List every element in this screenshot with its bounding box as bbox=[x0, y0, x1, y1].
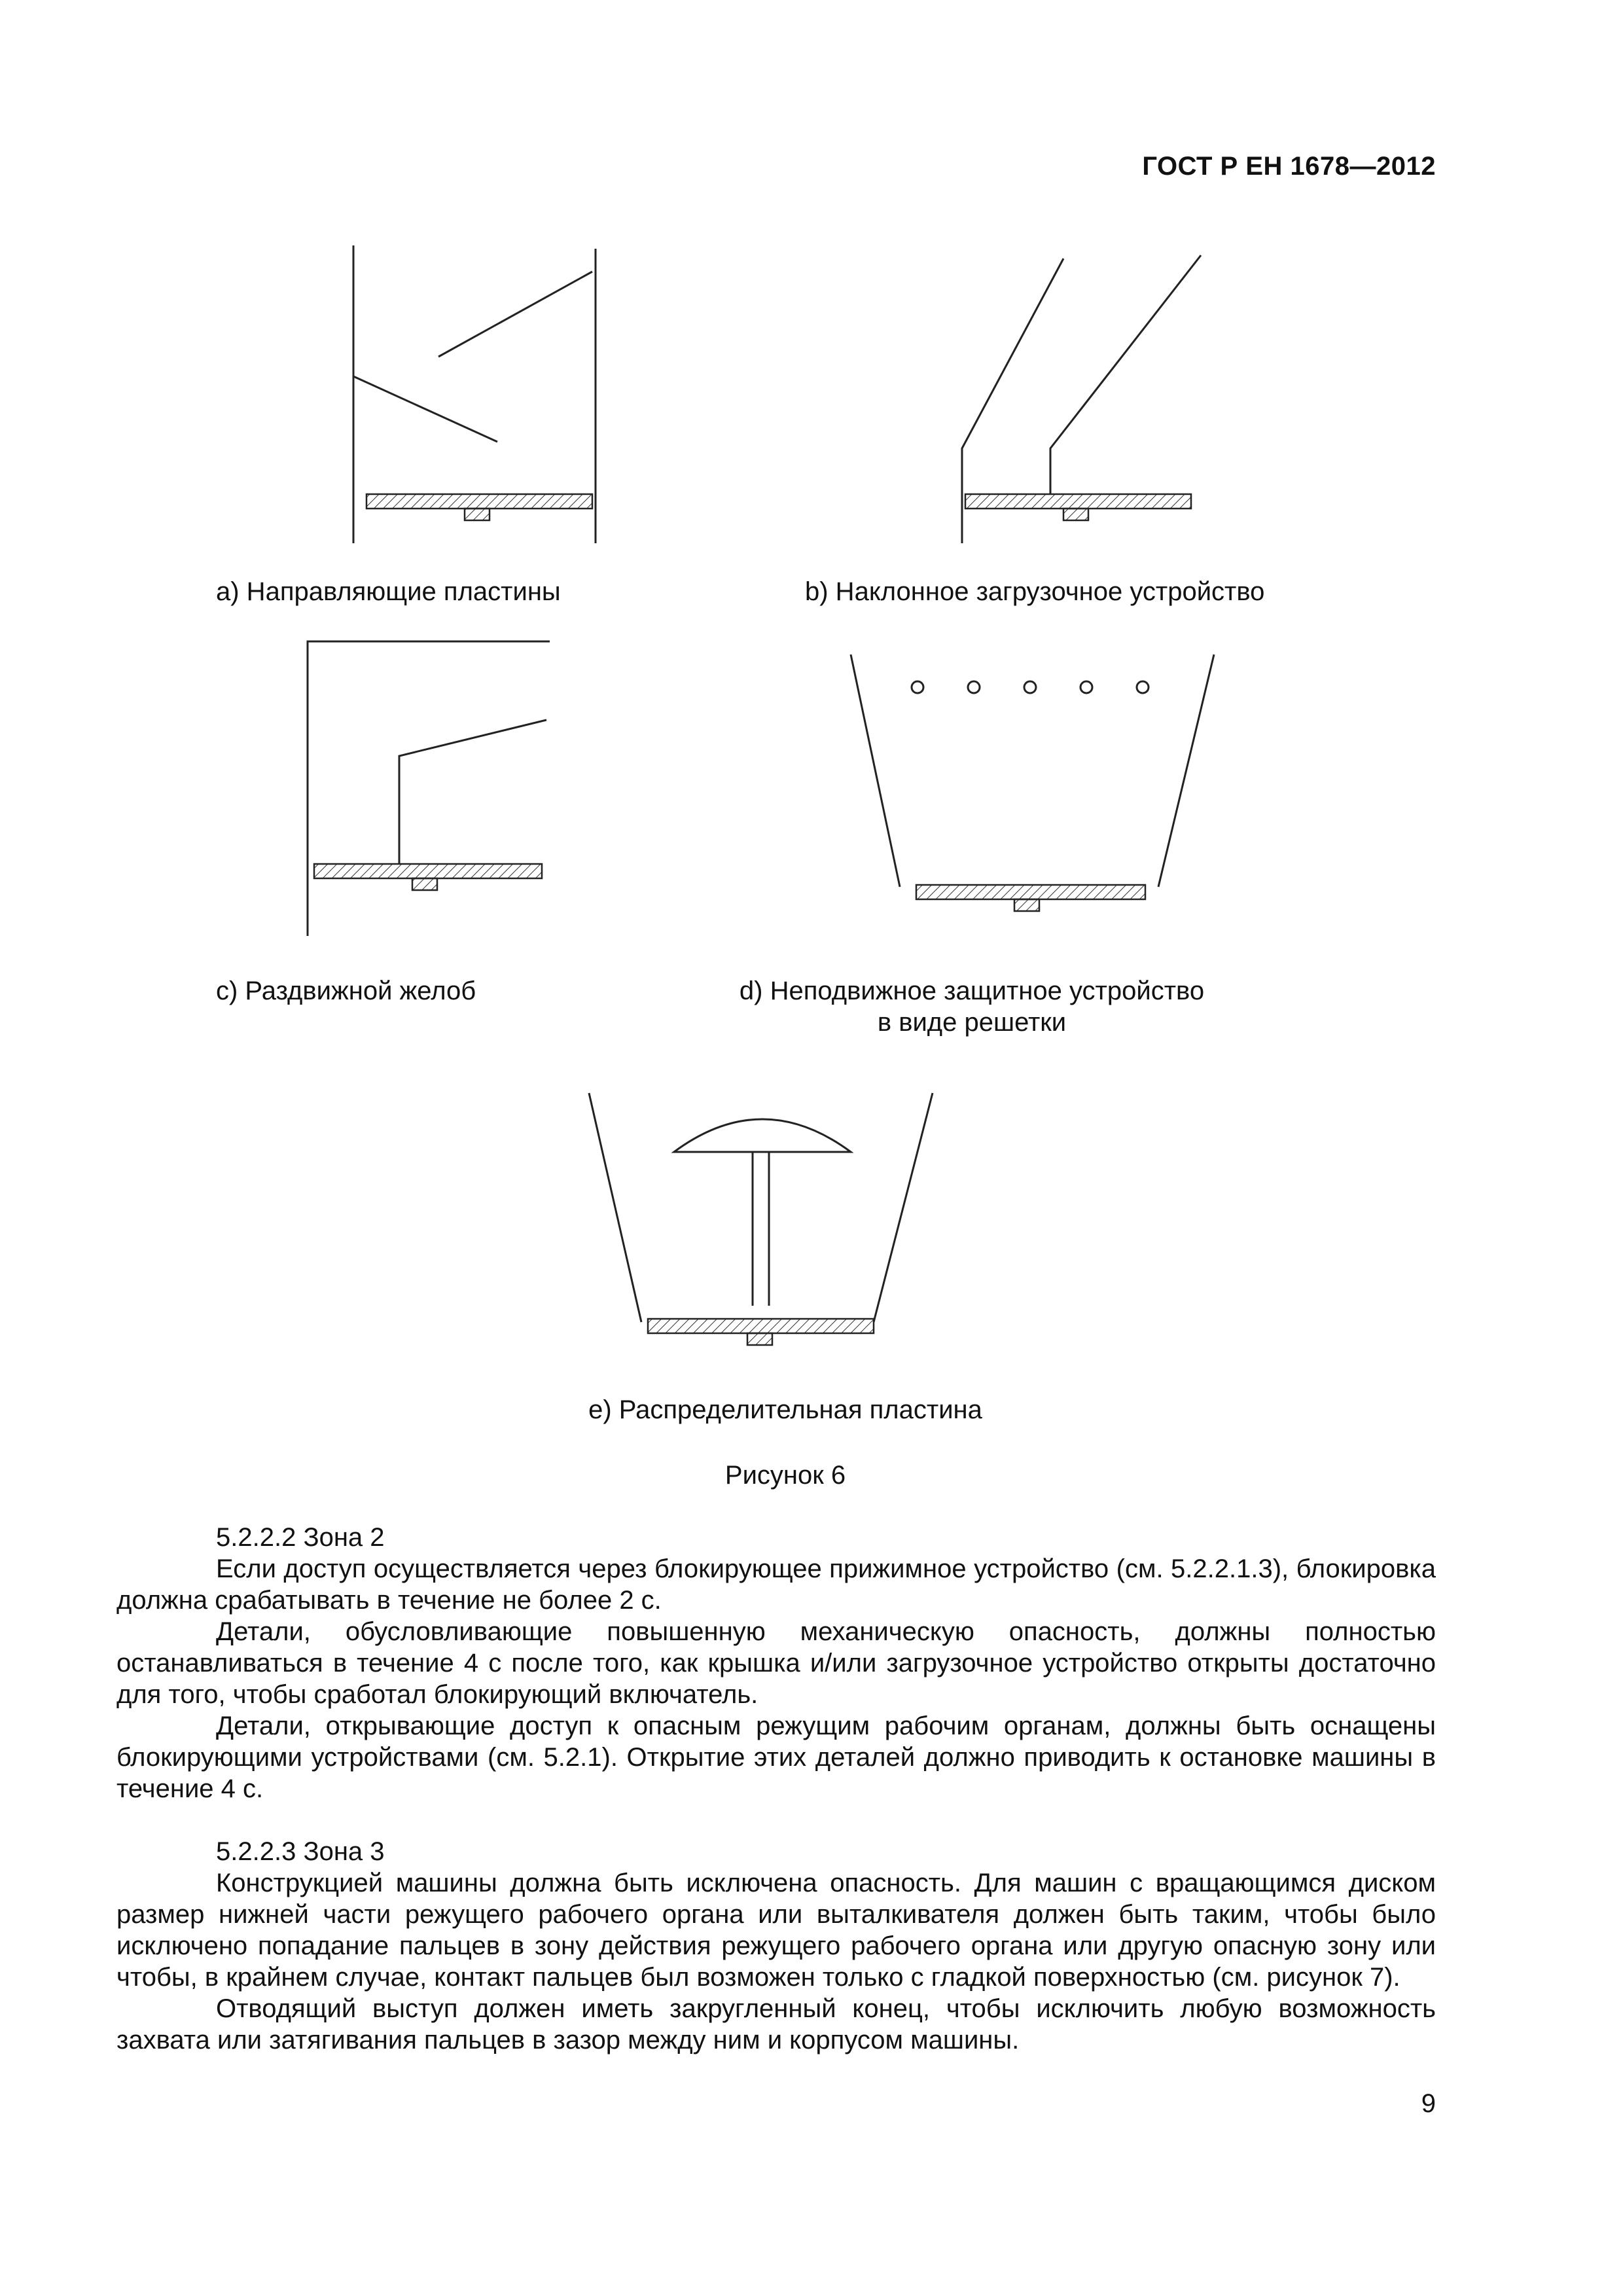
figure-e-distributor-plate bbox=[576, 1080, 942, 1374]
body-text bbox=[116, 1522, 1436, 2056]
cutting-disc bbox=[366, 494, 592, 520]
upper-guide-plate bbox=[438, 272, 592, 357]
caption-e: e) Распределительная пластина bbox=[588, 1395, 982, 1424]
left-hopper-wall bbox=[851, 655, 900, 887]
figure-d-fixed-grid-guard bbox=[844, 648, 1224, 929]
caption-d-line1: d) Неподвижное защитное устройство bbox=[739, 977, 1205, 1005]
figure-b-inclined-loading bbox=[942, 245, 1217, 547]
paragraph: Детали, открывающие доступ к опасным режущим рабочим органам, должны быть оснащены блокирующими устройствами (см. 5.2.1). Открытие этих деталей должно приводить к остановке машины в течение 4 с. bbox=[116, 1712, 1436, 1803]
document-code-header: ГОСТ Р ЕН 1678—2012 bbox=[1142, 152, 1436, 181]
caption-d bbox=[713, 975, 1230, 1038]
paragraph: Отводящий выступ должен иметь закругленный конец, чтобы исключить любую возможность захвата или затягивания пальцев в зазор между ним и корпусом машины. bbox=[116, 1994, 1436, 2054]
left-hopper-wall bbox=[589, 1093, 641, 1322]
figure-a-guide-plates bbox=[340, 245, 615, 547]
lower-guide-plate bbox=[353, 376, 497, 442]
grid-holes bbox=[912, 681, 1149, 693]
cutting-disc bbox=[314, 864, 542, 890]
cutting-disc bbox=[965, 494, 1191, 520]
caption-b: b) Наклонное загрузочное устройство bbox=[805, 577, 1265, 606]
page-number: 9 bbox=[1421, 2089, 1436, 2118]
right-hopper-wall bbox=[874, 1093, 933, 1322]
caption-c: c) Раздвижной желоб bbox=[216, 977, 476, 1005]
cutting-disc bbox=[916, 885, 1145, 911]
cutting-disc bbox=[648, 1319, 874, 1345]
figure-title: Рисунок 6 bbox=[724, 1461, 846, 1490]
figure-c-sliding-chute bbox=[294, 628, 556, 942]
paragraph: Детали, обусловливающие повышенную механическую опасность, должны полностью останавливаться в течение 4 с после того, как крышка и/или загрузочное устройство открыты достаточно для того, чтобы сработал блокирующий включатель. bbox=[116, 1617, 1436, 1709]
distributor-plate-dome bbox=[674, 1119, 851, 1152]
section-heading-5-2-2-3: 5.2.2.3 Зона 3 bbox=[216, 1837, 385, 1866]
caption-a: a) Направляющие пластины bbox=[216, 577, 561, 606]
paragraph: Конструкцией машины должна быть исключена опасность. Для машин с вращающимся диском размер нижней части режущего рабочего органа или выталкивателя должен быть таким, чтобы было исключено попадание пальцев в зону действия режущего рабочего органа или другую опасную зону или чтобы, в крайнем случае, контакт пальцев был возможен только с гладкой поверхностью (см. рисунок 7). bbox=[116, 1869, 1436, 1992]
sliding-chute-wall bbox=[399, 720, 546, 864]
right-hopper-wall bbox=[1158, 655, 1214, 887]
paragraph: Если доступ осуществляется через блокирующее прижимное устройство (см. 5.2.2.1.3), блокировка должна срабатывать в течение не более 2 с. bbox=[116, 1554, 1436, 1615]
caption-d-line2: в виде решетки bbox=[877, 1008, 1067, 1037]
section-heading-5-2-2-2: 5.2.2.2 Зона 2 bbox=[216, 1523, 385, 1552]
outer-frame bbox=[308, 641, 550, 936]
right-chute-wall bbox=[1050, 255, 1201, 494]
